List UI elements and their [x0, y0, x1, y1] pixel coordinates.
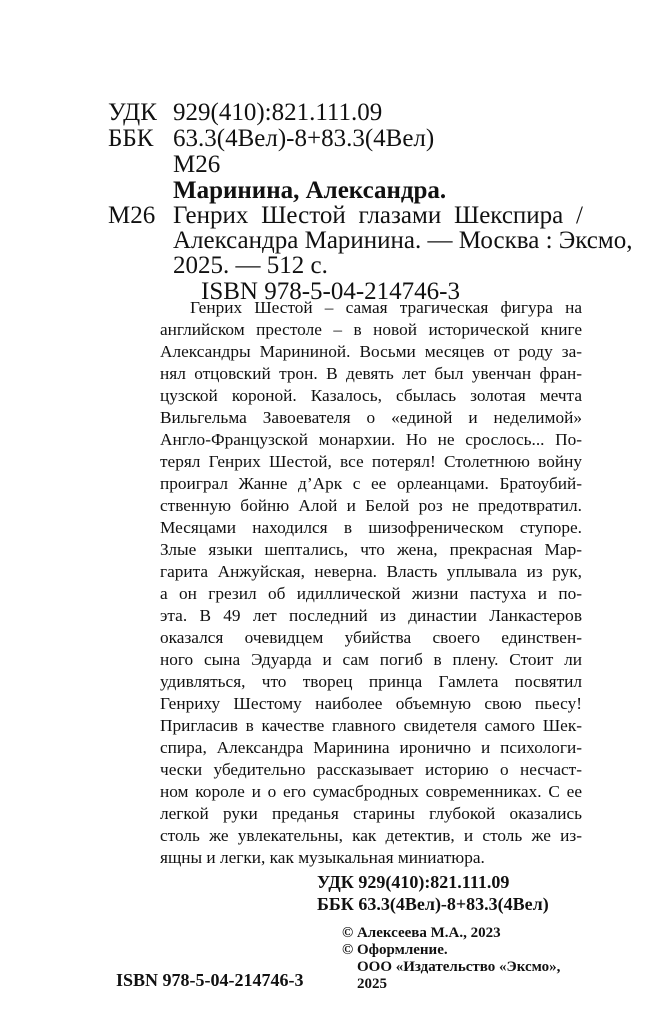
annotation-line: легкой руки преданья старины глубокой оказались	[160, 804, 582, 823]
record-title-line-3: 2025. — 512 с.	[173, 252, 328, 279]
annotation-line: ственную бойню Алой и Белой роз не предотвратил.	[160, 496, 582, 515]
annotation-line: эта. В 49 лет последний из династии Ланкастеров	[160, 606, 582, 625]
udk-label: УДК	[108, 99, 157, 126]
annotation-line: чески убедительно рассказывает историю о несчаст-	[160, 760, 582, 779]
annotation-line: а он грезил об идиллической жизни пастуха и по-	[160, 584, 582, 603]
annotation-line: Александры Марининой. Восьми месяцев от роду за-	[160, 342, 582, 361]
footer-isbn: ISBN 978-5-04-214746-3	[116, 970, 304, 990]
footer-udk: УДК 929(410):821.111.09	[317, 872, 510, 892]
bbk-label: ББК	[108, 125, 154, 152]
record-title-line-2: Александра Маринина. — Москва : Эксмо,	[173, 227, 633, 254]
copyright-design: © Оформление.	[342, 942, 448, 958]
annotation-line: Генрих Шестой – самая трагическая фигура на	[190, 298, 582, 317]
annotation-line: спира, Александра Маринина иронично и психологи-	[160, 738, 582, 757]
record-sign: М26	[108, 202, 156, 229]
annotation-line: Генриху Шестому наиболее объемную свою пьесу!	[160, 694, 582, 713]
annotation-line: Англо-Французской монархии. Но не срослось... По-	[160, 430, 582, 449]
annotation-line: цузской короной. Казалось, сбылась золотая мечта	[160, 386, 582, 405]
annotation-line: ящны и легки, как музыкальная миниатюра.	[160, 848, 485, 867]
publisher-line-1: ООО «Издательство «Эксмо»,	[357, 959, 561, 975]
annotation-line: Пригласив в качестве главного свидетеля самого Шек-	[160, 716, 582, 735]
annotation-line: удивляться, что творец принца Гамлета посвятил	[160, 672, 582, 691]
record-author: Маринина, Александра.	[173, 177, 447, 204]
footer-bbk: ББК 63.3(4Вел)-8+83.3(4Вел)	[317, 894, 549, 914]
bbk-value: 63.3(4Вел)-8+83.3(4Вел)	[173, 125, 435, 152]
annotation-line: гарита Анжуйская, неверна. Власть уплывала из рук,	[160, 562, 582, 581]
annotation-line: ного сына Эдуарда и сам погиб в плену. Стоит ли	[160, 650, 582, 669]
annotation-line: проиграл Жанне д’Арк с ее орлеанцами. Братоубий-	[160, 474, 582, 493]
annotation-line: столь же увлекательны, как детектив, и столь же из-	[160, 826, 582, 845]
udk-value: 929(410):821.111.09	[173, 99, 383, 126]
annotation-line: Злые языки шептались, что жена, прекрасная Мар-	[160, 540, 582, 559]
annotation-line: ном короле и о его сумасбродных современниках. С ее	[160, 782, 582, 801]
annotation-line: оказался очевидцем убийства своего единствен-	[160, 628, 582, 647]
annotation-line: английском престоле – в новой исторической книге	[160, 320, 582, 339]
annotation-line: терял Генрих Шестой, все потерял! Столетнюю войну	[160, 452, 582, 471]
record-isbn: ISBN 978-5-04-214746-3	[201, 278, 461, 305]
publisher-line-2: 2025	[357, 976, 387, 992]
annotation-line: Вильгельма Завоевателя о «единой и неделимой»	[160, 408, 582, 427]
annotation-line: Месяцами находился в шизофреническом ступоре.	[160, 518, 582, 537]
author-sign: М26	[173, 151, 221, 178]
annotation-line: нял отцовский трон. В девять лет был увенчан фран-	[160, 364, 582, 383]
copyright-author: © Алексеева М.А., 2023	[342, 925, 501, 941]
record-title-line-1: Генрих Шестой глазами Шекспира /	[173, 202, 583, 229]
